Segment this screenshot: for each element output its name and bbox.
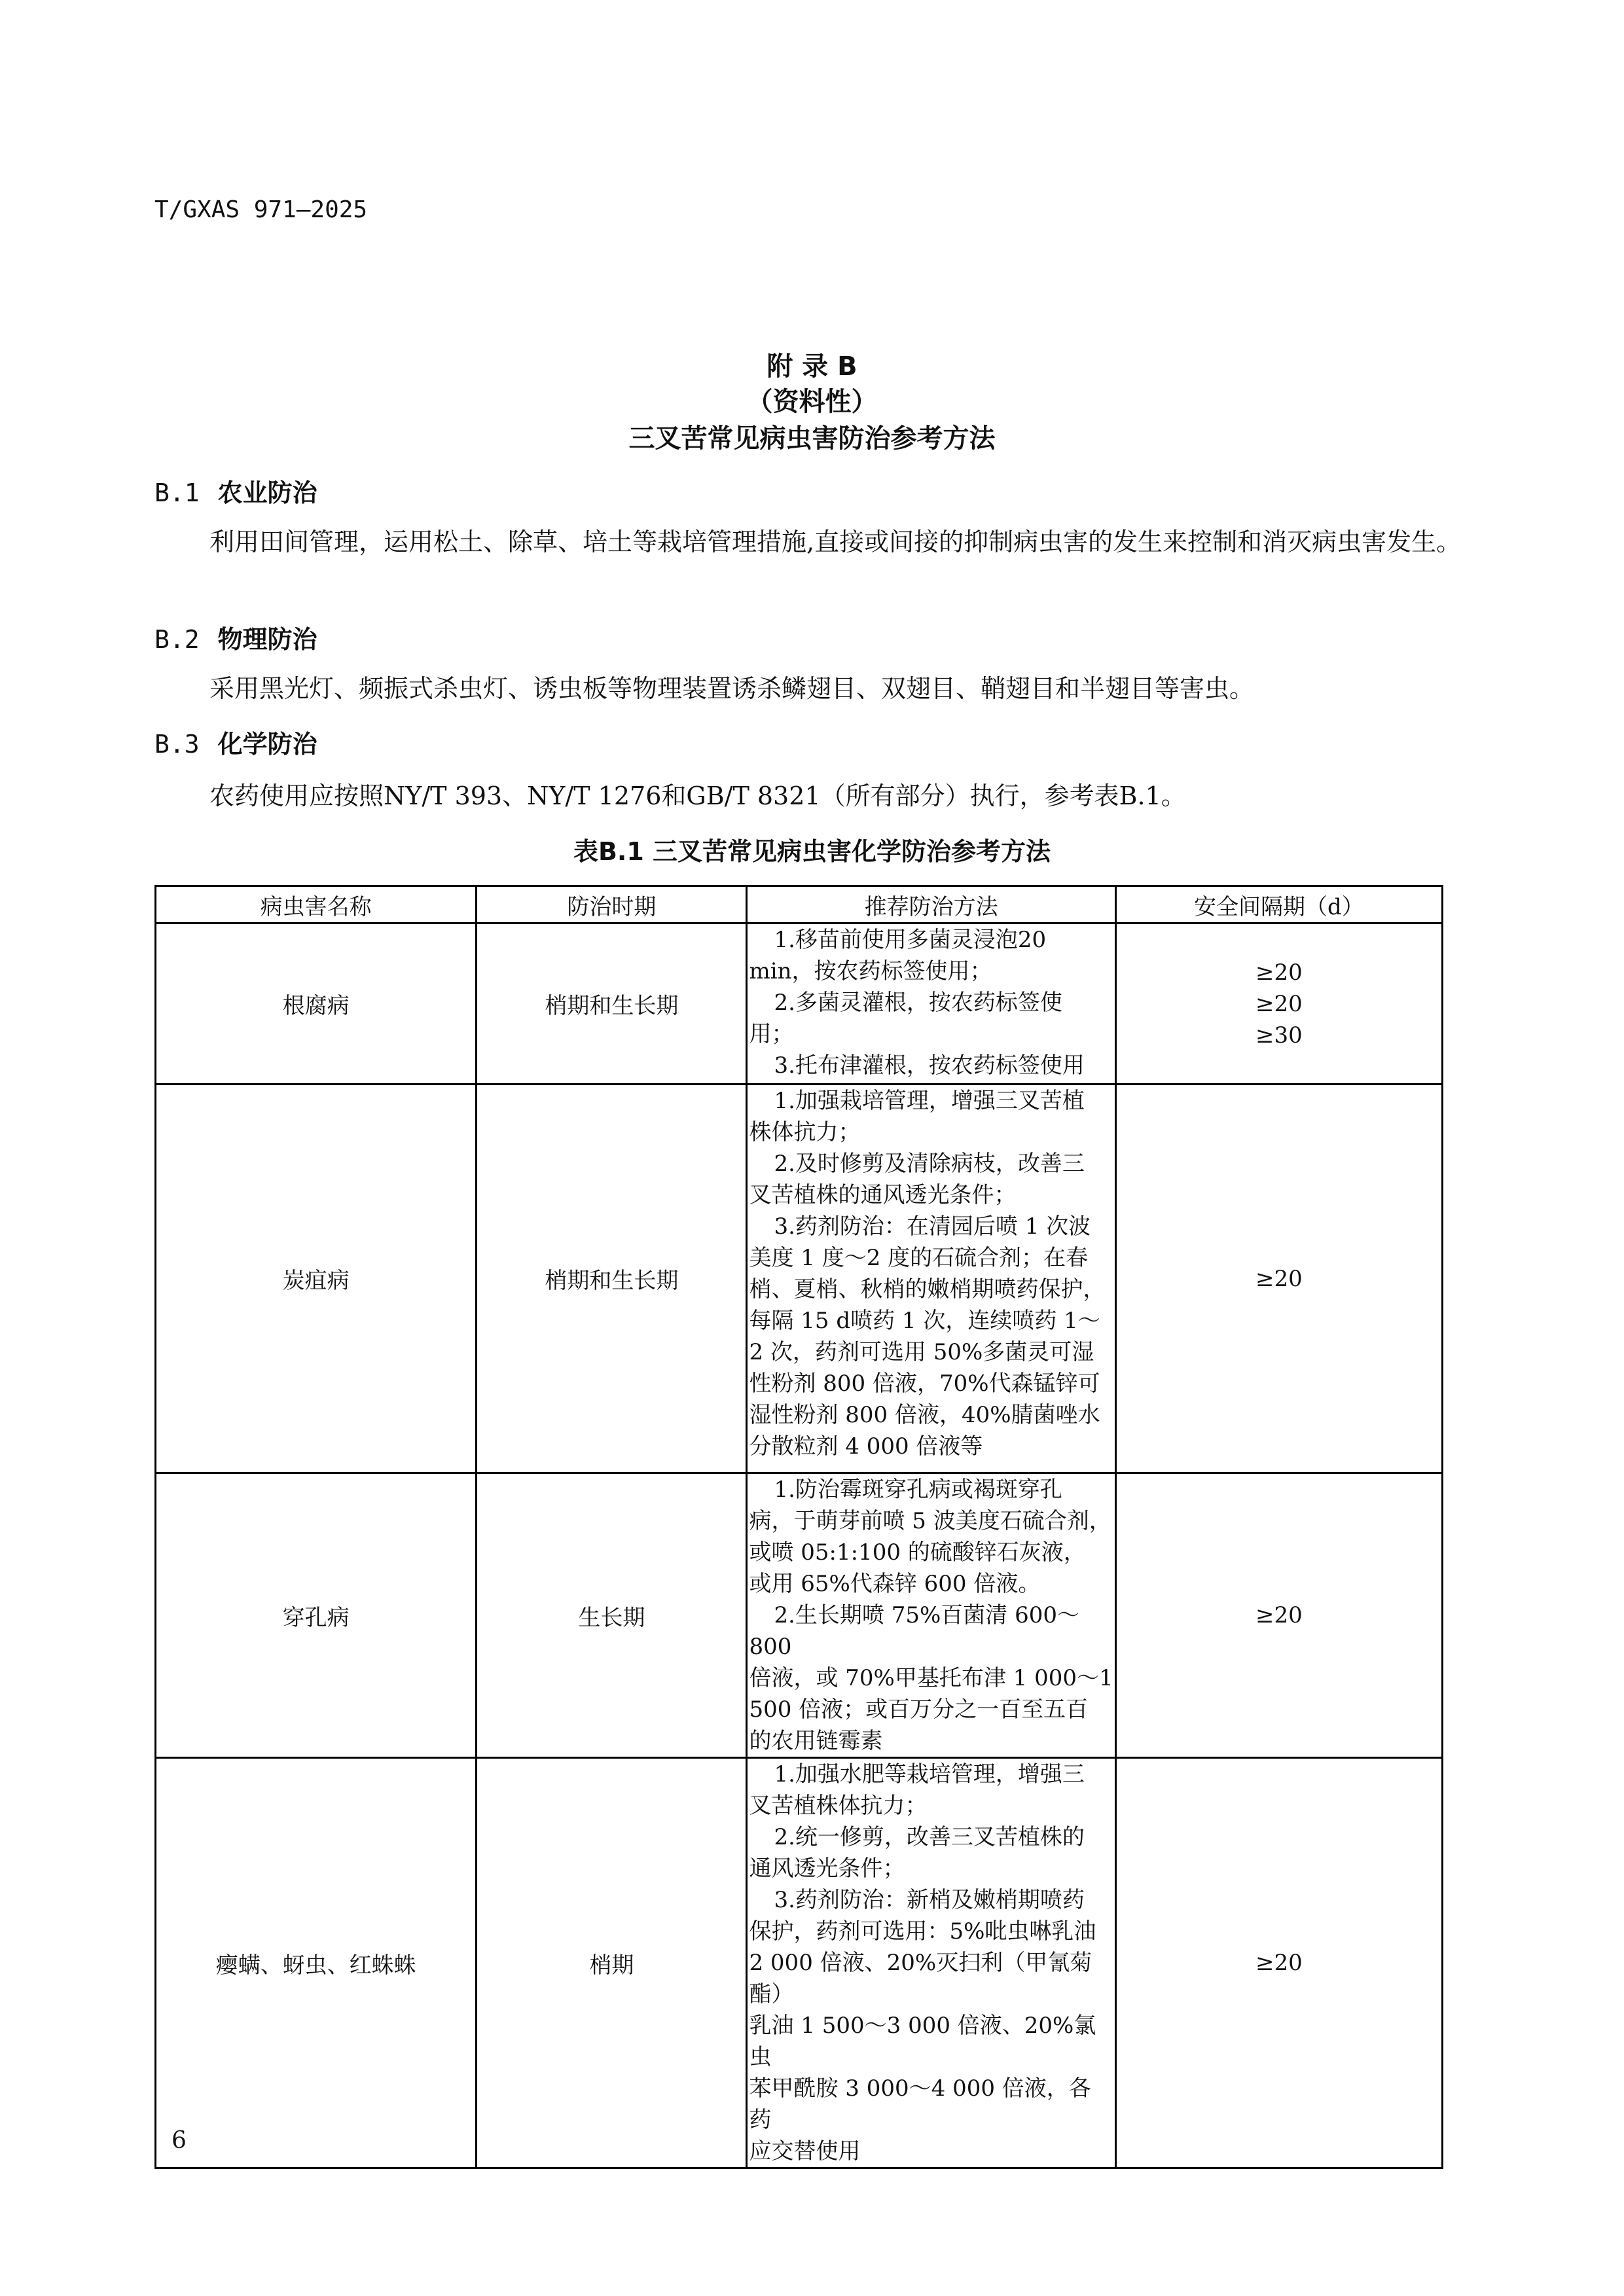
method-cell bbox=[747, 1085, 1115, 1473]
pest-name-cell: 炭疽病 bbox=[156, 1085, 477, 1473]
section-number: B.1 bbox=[154, 478, 200, 507]
method-line: 分散粒剂 4 000 倍液等 bbox=[749, 1433, 983, 1460]
control-period-cell: 梢期和生长期 bbox=[477, 1085, 747, 1473]
section-number: B.2 bbox=[154, 625, 200, 654]
method-line: 用； bbox=[749, 1021, 794, 1047]
method-line: 的农用链霉素 bbox=[749, 1728, 883, 1754]
safety-interval-value: ≥20 bbox=[1255, 1950, 1303, 1976]
table-caption: 表B.1 三叉苦常见病虫害化学防治参考方法 bbox=[573, 837, 1051, 866]
method-line: 性粉剂 800 倍液，70%代森锰锌可 bbox=[749, 1371, 1100, 1397]
table-row bbox=[156, 924, 1443, 1085]
method-line: 乳油 1 500～3 000 倍液、20%氯虫 bbox=[749, 2013, 1096, 2070]
method-line: 叉苦植株的通风透光条件； bbox=[749, 1182, 1017, 1208]
method-line: 病，于萌芽前喷 5 波美度石硫合剂， bbox=[749, 1508, 1111, 1534]
safety-interval-value: ≥20 bbox=[1255, 1265, 1303, 1292]
table-row bbox=[156, 1758, 1443, 2168]
control-period-cell: 梢期 bbox=[477, 1758, 747, 2168]
column-header-method: 推荐防治方法 bbox=[747, 886, 1115, 924]
safety-interval-cell bbox=[1115, 924, 1442, 1085]
table-row bbox=[156, 1085, 1443, 1473]
method-cell bbox=[747, 1758, 1115, 2168]
method-line: 1.加强栽培管理，增强三叉苦植 bbox=[774, 1088, 1085, 1114]
method-line: 2.及时修剪及清除病枝，改善三 bbox=[774, 1151, 1085, 1177]
table-row bbox=[156, 1473, 1443, 1758]
method-line: 2.统一修剪，改善三叉苦植株的 bbox=[774, 1824, 1085, 1850]
pest-name-cell: 瘿螨、蚜虫、红蛛蛛 bbox=[156, 1758, 477, 2168]
section-title: 农业防治 bbox=[217, 478, 317, 507]
column-header-safety: 安全间隔期（d） bbox=[1115, 886, 1442, 924]
section-body-b3: 农药使用应按照NY/T 393、NY/T 1276和GB/T 8321（所有部分）执行，参考表B.1。 bbox=[209, 781, 1186, 810]
method-line: 梢、夏梢、秋梢的嫩梢期喷药保护， bbox=[749, 1276, 1106, 1302]
method-line: 或喷 05:1:100 的硫酸锌石灰液， bbox=[749, 1539, 1086, 1566]
method-line: 保护，药剂可选用：5%吡虫啉乳油 bbox=[749, 1918, 1096, 1945]
section-body-b2: 采用黑光灯、频振式杀虫灯、诱虫板等物理装置诱杀鳞翅目、双翅目、鞘翅目和半翅目等害虫。 bbox=[209, 674, 1255, 703]
document-code: T/GXAS 971—2025 bbox=[154, 196, 368, 223]
method-line: 1.移苗前使用多菌灵浸泡20 bbox=[774, 927, 1047, 953]
control-period-cell: 梢期和生长期 bbox=[477, 924, 747, 1085]
safety-interval-value: ≥20 bbox=[1255, 990, 1303, 1017]
method-line: 3.托布津灌根，按农药标签使用 bbox=[774, 1052, 1085, 1079]
method-line: 倍液，或 70%甲基托布津 1 000～1 bbox=[749, 1665, 1113, 1691]
method-line: 2 000 倍液、20%灭扫利（甲氰菊酯） bbox=[749, 1950, 1092, 2007]
appendix-nature: （资料性） bbox=[746, 387, 878, 417]
safety-interval-cell bbox=[1115, 1473, 1442, 1758]
method-cell bbox=[747, 1473, 1115, 1758]
method-line: 3.药剂防治：在清园后喷 1 次波 bbox=[774, 1213, 1091, 1240]
section-heading-b2 bbox=[154, 619, 317, 655]
method-line: 湿性粉剂 800 倍液，40%腈菌唑水 bbox=[749, 1402, 1100, 1428]
section-heading-b3 bbox=[154, 724, 317, 760]
method-line: 应交替使用 bbox=[749, 2138, 861, 2164]
appendix-title: 三叉苦常见病虫害防治参考方法 bbox=[628, 423, 996, 454]
safety-interval-cell bbox=[1115, 1758, 1442, 2168]
section-title: 化学防治 bbox=[217, 730, 317, 759]
pest-name-cell: 根腐病 bbox=[156, 924, 477, 1085]
method-line: 500 倍液；或百万分之一百至五百 bbox=[749, 1696, 1089, 1723]
page-number: 6 bbox=[171, 2127, 187, 2154]
control-period-cell: 生长期 bbox=[477, 1473, 747, 1758]
method-line: 通风透光条件； bbox=[749, 1856, 905, 1882]
pest-name-cell: 穿孔病 bbox=[156, 1473, 477, 1758]
method-line: 或用 65%代森锌 600 倍液。 bbox=[749, 1571, 1041, 1597]
section-number: B.3 bbox=[154, 730, 200, 759]
method-line: 2 次，药剂可选用 50%多菌灵可湿 bbox=[749, 1339, 1094, 1365]
method-cell bbox=[747, 924, 1115, 1085]
column-header-period: 防治时期 bbox=[477, 886, 747, 924]
method-line: 2.生长期喷 75%百菌清 600～800 bbox=[749, 1602, 1080, 1660]
safety-interval-value: ≥20 bbox=[1255, 1602, 1303, 1628]
safety-interval-value: ≥30 bbox=[1255, 1022, 1303, 1049]
section-heading-b1 bbox=[154, 473, 317, 509]
method-line: 1.防治霉斑穿孔病或褐斑穿孔 bbox=[774, 1477, 1062, 1503]
method-line: 苯甲酰胺 3 000～4 000 倍液，各药 bbox=[749, 2075, 1091, 2133]
section-title: 物理防治 bbox=[217, 625, 317, 654]
control-methods-table bbox=[154, 885, 1443, 2169]
method-line: 叉苦植株体抗力； bbox=[749, 1793, 928, 1819]
column-header-name: 病虫害名称 bbox=[156, 886, 477, 924]
method-line: 株体抗力； bbox=[749, 1119, 861, 1145]
method-line: 美度 1 度～2 度的石硫合剂；在春 bbox=[749, 1245, 1089, 1271]
table-header-row bbox=[156, 886, 1443, 924]
safety-interval-value: ≥20 bbox=[1255, 959, 1303, 986]
appendix-label: 附 录 B bbox=[767, 351, 857, 382]
section-body-b1: 利用田间管理，运用松土、除草、培土等栽培管理措施,直接或间接的抑制病虫害的发生来控制和消灭病虫害发生。 bbox=[209, 528, 1462, 556]
method-line: 3.药剂防治：新梢及嫩梢期喷药 bbox=[774, 1887, 1085, 1913]
method-line: 每隔 15 d喷药 1 次，连续喷药 1～ bbox=[749, 1308, 1100, 1334]
method-line: 1.加强水肥等栽培管理，增强三 bbox=[774, 1761, 1085, 1787]
method-line: 2.多菌灵灌根，按农药标签使 bbox=[774, 990, 1062, 1016]
method-line: min，按农药标签使用； bbox=[749, 958, 992, 984]
safety-interval-cell bbox=[1115, 1085, 1442, 1473]
